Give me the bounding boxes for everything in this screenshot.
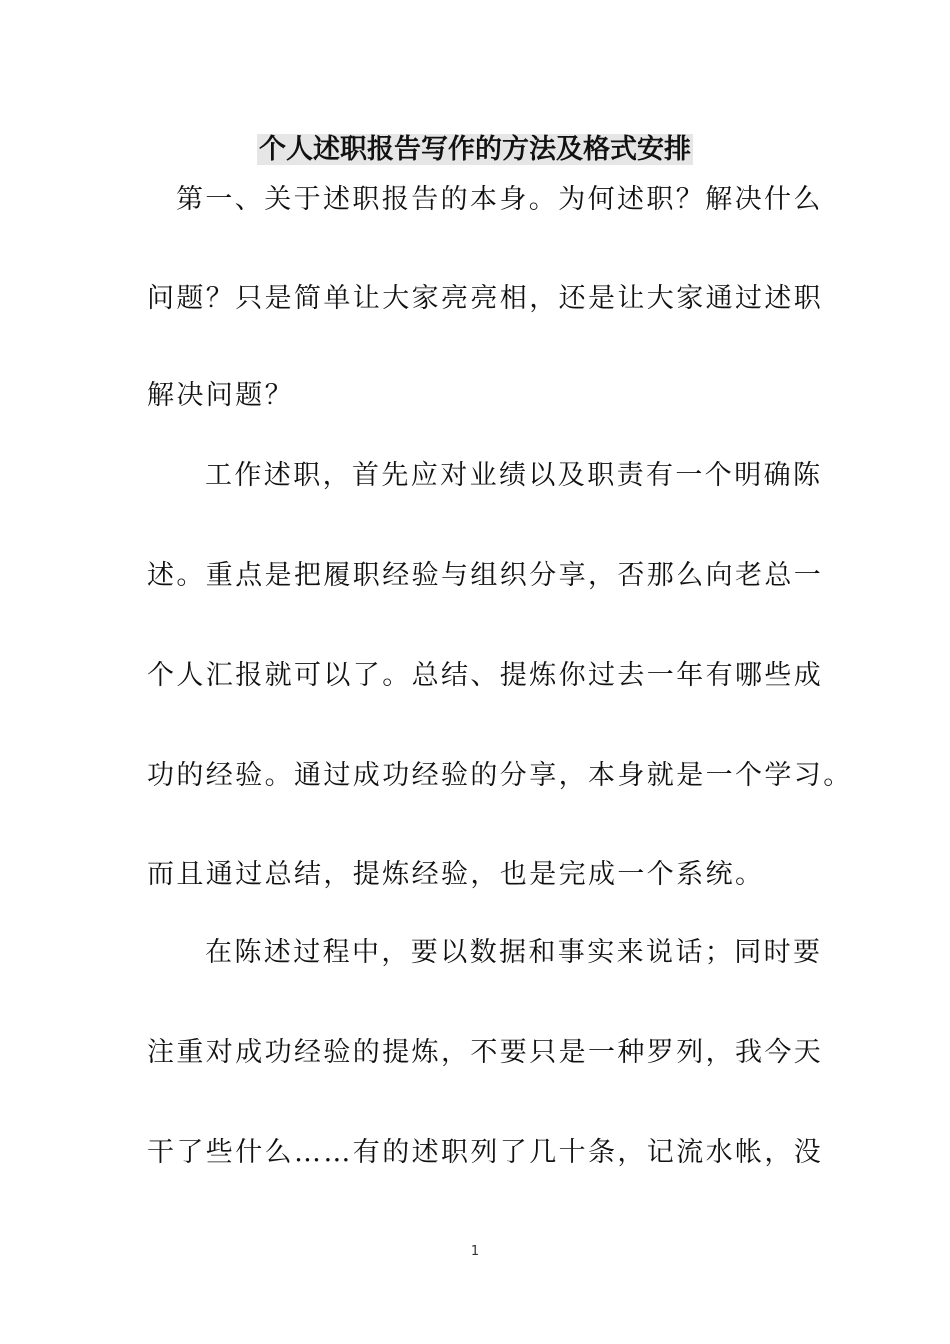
paragraph-1-line-1: 第一、关于述职报告的本身。为何述职？解决什么 [176, 184, 823, 215]
paragraph-1-line-3: 解决问题？ [147, 380, 294, 411]
paragraph-3-line-2: 注重对成功经验的提炼，不要只是一种罗列，我今天 [147, 1037, 824, 1068]
paragraph-3-line-3: 干了些什么……有的述职列了几十条，记流水帐，没 [147, 1137, 824, 1168]
document-title [0, 130, 950, 170]
document-title-text: 个人述职报告写作的方法及格式安排 [259, 134, 691, 165]
paragraph-2-line-2: 述。重点是把履职经验与组织分享，否那么向老总一 [147, 560, 824, 591]
paragraph-2-line-1: 工作述职，首先应对业绩以及职责有一个明确陈 [205, 460, 823, 491]
paragraph-1-line-2: 问题？只是简单让大家亮亮相，还是让大家通过述职 [147, 283, 824, 314]
paragraph-2-line-3: 个人汇报就可以了。总结、提炼你过去一年有哪些成 [147, 660, 824, 691]
paragraph-2-line-4: 功的经验。通过成功经验的分享，本身就是一个学习。 [147, 760, 853, 791]
page-number: 1 [470, 1244, 480, 1259]
paragraph-3-line-1: 在陈述过程中，要以数据和事实来说话；同时要 [205, 937, 823, 968]
paragraph-2-line-5: 而且通过总结，提炼经验，也是完成一个系统。 [147, 859, 765, 890]
